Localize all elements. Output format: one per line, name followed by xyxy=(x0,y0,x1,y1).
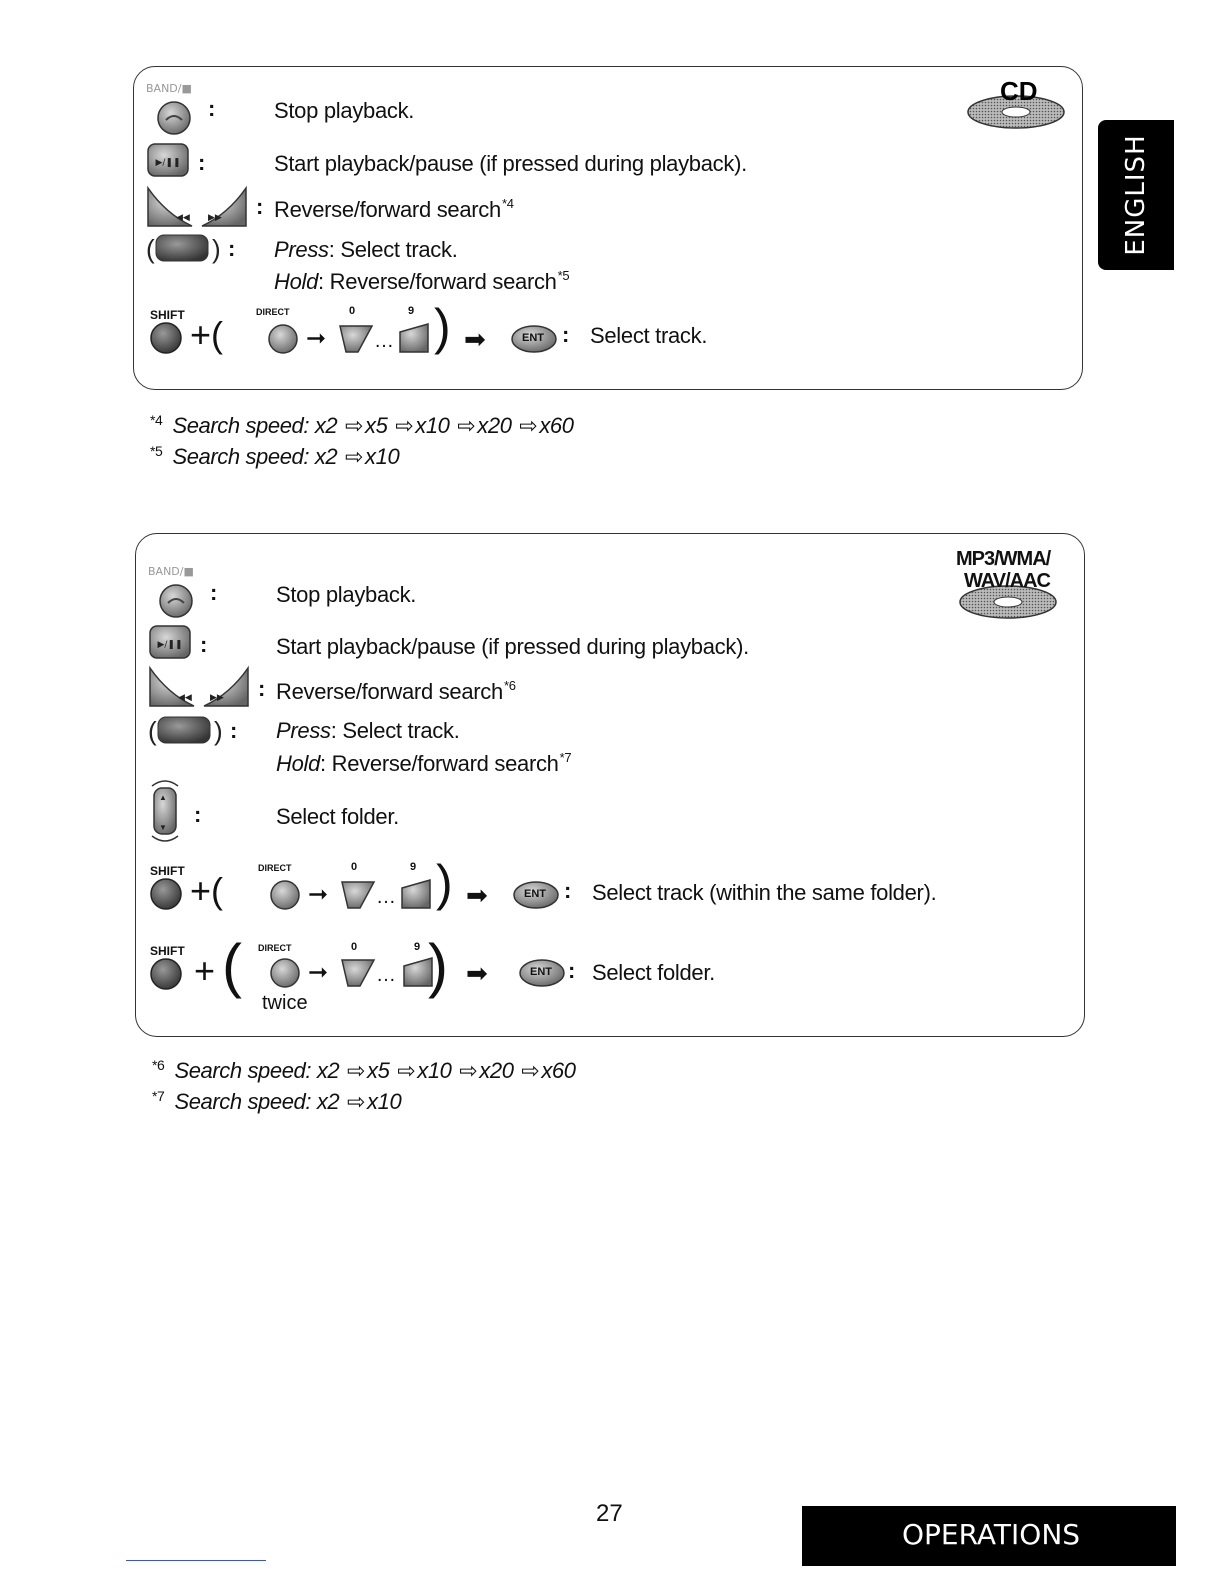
reverse-forward-buttons-icon xyxy=(148,664,250,715)
language-tab xyxy=(1098,120,1174,270)
nine-key-icon xyxy=(398,878,434,912)
shift-direct-sequence xyxy=(146,856,566,916)
svg-text:▲: ▲ xyxy=(159,793,167,802)
svg-text:▼: ▼ xyxy=(159,823,167,832)
cd-search-label: Reverse/forward search xyxy=(274,197,501,222)
direct-label: DIRECT xyxy=(256,307,290,317)
shift-label: SHIFT xyxy=(150,864,185,878)
language-tab-label: ENGLISH xyxy=(1121,134,1151,256)
page-number: 27 xyxy=(596,1500,623,1527)
footnote-ref: *4 xyxy=(501,196,514,211)
note-step: x60 xyxy=(541,1058,576,1083)
svg-text:◀◀: ◀◀ xyxy=(176,213,190,223)
svg-text:▶/❚❚: ▶/❚❚ xyxy=(157,640,183,650)
round-button-icon xyxy=(156,583,196,619)
nine-label: 9 xyxy=(408,305,415,317)
note-prefix: Search speed: x2 xyxy=(174,1089,340,1114)
press-label: Press xyxy=(274,237,329,262)
footnote-ref: *7 xyxy=(559,750,572,765)
plus-symbol: +( xyxy=(190,314,224,355)
zero-label: 0 xyxy=(351,861,358,873)
band-stop-button xyxy=(148,565,208,621)
note-step: x60 xyxy=(539,413,574,438)
arrow-icon: ➡ xyxy=(464,324,486,354)
cd-play-text: Start playback/pause (if pressed during playback). xyxy=(274,151,747,176)
mp3-direct-folder-text: Select folder. xyxy=(592,960,715,985)
round-button-icon xyxy=(154,100,194,136)
mp3-disc-logo xyxy=(952,548,1068,624)
mp3-stop-text: Stop playback. xyxy=(276,582,417,607)
ent-label: ENT xyxy=(522,332,544,344)
arrow-icon: ➞ xyxy=(308,959,329,986)
press-description: : Select track. xyxy=(328,237,458,262)
band-stop-key-label: BAND/■ xyxy=(146,82,192,95)
mp3-direct-track-text: Select track (within the same folder). xyxy=(592,880,937,905)
ellipsis: … xyxy=(376,886,396,908)
mp3-hold-text xyxy=(276,750,571,777)
direct-label: DIRECT xyxy=(258,863,292,873)
note-step: x5 xyxy=(367,1058,390,1083)
plus-symbol: + xyxy=(194,950,216,991)
hold-description: : Reverse/forward search xyxy=(320,751,559,776)
arrow-icon: ⇨ xyxy=(397,1058,416,1083)
direct-button-icon xyxy=(268,878,302,912)
rocker-button-icon xyxy=(146,230,222,271)
arrow-icon: ⇨ xyxy=(346,1058,366,1083)
shift-button-icon xyxy=(148,318,188,358)
close-paren: ) xyxy=(436,855,453,911)
svg-text:▶▶: ▶▶ xyxy=(208,213,222,223)
note-mark: *4 xyxy=(150,412,163,428)
cd-disc-logo xyxy=(966,76,1066,130)
direct-button-icon xyxy=(266,322,300,356)
zero-key-icon xyxy=(338,878,378,912)
footnote-ref: *5 xyxy=(557,268,570,283)
arrow-icon: ➡ xyxy=(466,958,488,988)
nine-label: 9 xyxy=(414,941,421,953)
shift-direct-sequence xyxy=(146,300,566,360)
arrow-icon: ⇨ xyxy=(457,413,476,438)
section-footer-label: OPERATIONS xyxy=(902,1518,1081,1551)
section-footer-tab xyxy=(802,1506,1176,1566)
cd-direct-text: Select track. xyxy=(590,323,708,348)
footnote-ref: *6 xyxy=(503,678,516,693)
band-stop-key-label: BAND/■ xyxy=(148,565,194,578)
arrow-icon: ⇨ xyxy=(346,1089,366,1114)
reverse-forward-buttons-icon xyxy=(146,184,248,235)
footer-divider xyxy=(126,1560,266,1561)
colon: : xyxy=(198,150,206,175)
shift-button-icon xyxy=(148,954,188,994)
direct-button-icon xyxy=(268,956,302,990)
mp3-note-7 xyxy=(152,1088,401,1115)
plus-symbol: +( xyxy=(190,870,224,911)
colon: : xyxy=(208,96,216,121)
colon: : xyxy=(564,878,572,903)
svg-text:(: ( xyxy=(148,716,157,746)
colon: : xyxy=(210,580,218,605)
svg-text:(: ( xyxy=(146,234,155,264)
close-paren: ) xyxy=(428,932,448,999)
cd-note-4 xyxy=(150,412,574,439)
svg-text:): ) xyxy=(212,234,221,264)
open-paren: ( xyxy=(222,932,242,999)
ellipsis: … xyxy=(374,330,394,352)
hold-label: Hold xyxy=(274,269,319,294)
arrow-icon: ➞ xyxy=(306,325,327,352)
note-step: x10 xyxy=(415,413,450,438)
arrow-icon: ⇨ xyxy=(344,444,364,469)
twice-label: twice xyxy=(262,992,308,1014)
svg-text:▶▶: ▶▶ xyxy=(210,693,224,703)
shift-button-icon xyxy=(148,874,188,914)
zero-label: 0 xyxy=(349,305,356,317)
svg-text:◀◀: ◀◀ xyxy=(178,693,192,703)
hold-description: : Reverse/forward search xyxy=(318,269,557,294)
note-step: x20 xyxy=(477,413,512,438)
ent-label: ENT xyxy=(530,966,552,978)
mp3-label-line2: WAV/AAC xyxy=(964,570,1050,592)
ellipsis: … xyxy=(376,964,396,986)
svg-text:▶/❚❚: ▶/❚❚ xyxy=(155,158,181,168)
cd-search-text xyxy=(274,196,514,223)
shift-direct-twice-sequence xyxy=(146,932,586,1020)
cd-press-text xyxy=(274,237,458,263)
mp3-note-6 xyxy=(152,1057,576,1084)
play-pause-icon xyxy=(148,624,192,665)
zero-key-icon xyxy=(336,322,376,356)
nine-key-icon xyxy=(396,322,432,356)
mp3-search-label: Reverse/forward search xyxy=(276,679,503,704)
note-step: x10 xyxy=(417,1058,452,1083)
colon: : xyxy=(228,236,236,261)
press-description: : Select track. xyxy=(330,718,460,743)
arrow-icon: ➞ xyxy=(308,881,329,908)
direct-label: DIRECT xyxy=(258,943,292,953)
arrow-icon: ⇨ xyxy=(395,413,414,438)
colon: : xyxy=(256,194,264,219)
folder-up-down-button-icon xyxy=(148,776,182,851)
cd-note-5 xyxy=(150,443,399,470)
zero-key-icon xyxy=(338,956,378,990)
ent-label: ENT xyxy=(524,888,546,900)
colon: : xyxy=(194,802,202,827)
hold-label: Hold xyxy=(276,751,321,776)
note-step: x5 xyxy=(365,413,388,438)
note-step: x20 xyxy=(479,1058,514,1083)
colon: : xyxy=(200,632,208,657)
arrow-icon: ⇨ xyxy=(519,413,538,438)
note-mark: *5 xyxy=(150,443,163,459)
mp3-label-line1: MP3/WMA/ xyxy=(956,548,1051,570)
arrow-icon: ⇨ xyxy=(344,413,364,438)
colon: : xyxy=(230,718,238,743)
mp3-play-text: Start playback/pause (if pressed during playback). xyxy=(276,634,749,659)
shift-label: SHIFT xyxy=(150,944,185,958)
play-pause-icon xyxy=(146,142,190,183)
close-paren: ) xyxy=(434,299,451,355)
colon: : xyxy=(568,958,576,983)
note-step: x10 xyxy=(365,444,400,469)
colon: : xyxy=(258,676,266,701)
svg-text:): ) xyxy=(214,716,223,746)
mp3-folder-text: Select folder. xyxy=(276,804,399,829)
note-prefix: Search speed: x2 xyxy=(172,413,338,438)
nine-label: 9 xyxy=(410,861,417,873)
colon: : xyxy=(562,322,570,347)
arrow-icon: ➡ xyxy=(466,880,488,910)
rocker-button-icon xyxy=(148,712,224,753)
arrow-icon: ⇨ xyxy=(521,1058,540,1083)
zero-label: 0 xyxy=(351,941,358,953)
mp3-search-text xyxy=(276,678,516,705)
shift-label: SHIFT xyxy=(150,308,185,322)
arrow-icon: ⇨ xyxy=(459,1058,478,1083)
cd-hold-text xyxy=(274,268,569,295)
press-label: Press xyxy=(276,718,331,743)
cd-label: CD xyxy=(1000,76,1038,106)
note-prefix: Search speed: x2 xyxy=(174,1058,340,1083)
note-step: x10 xyxy=(367,1089,402,1114)
note-prefix: Search speed: x2 xyxy=(172,444,338,469)
note-mark: *6 xyxy=(152,1057,165,1073)
band-stop-button xyxy=(146,82,206,138)
mp3-press-text xyxy=(276,718,460,744)
note-mark: *7 xyxy=(152,1088,165,1104)
cd-stop-text: Stop playback. xyxy=(274,98,415,123)
